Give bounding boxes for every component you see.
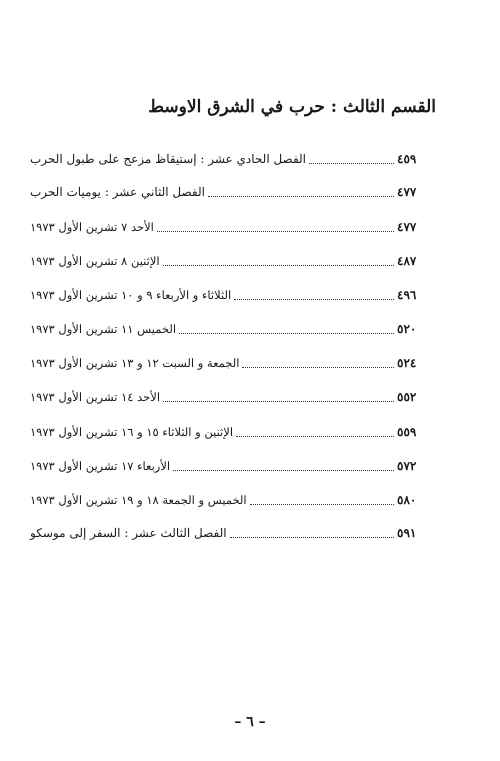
toc-entry-label: الخميس ١١ تشرين الأول ١٩٧٣ <box>30 322 177 336</box>
toc-entry-oct-18-19[interactable] <box>30 489 423 511</box>
toc-entry-page: ٤٩٦ <box>397 288 417 302</box>
dot-leader <box>234 299 394 300</box>
dot-leader <box>157 231 394 232</box>
toc-entry-oct-17[interactable] <box>30 455 423 477</box>
toc-entry-page: ٤٧٧ <box>397 185 417 199</box>
toc-entry-page: ٥٧٢ <box>397 459 417 473</box>
dot-leader <box>163 265 394 266</box>
toc-entry-page: ٤٥٩ <box>397 152 417 166</box>
toc-entry-page: ٥٨٠ <box>397 493 417 507</box>
toc-entry-oct-9-10[interactable] <box>30 284 423 306</box>
toc-entry-oct-15-16[interactable] <box>30 421 423 443</box>
toc-entry-label: الفصل الثالث عشر : السفر إلى موسكو <box>30 526 227 540</box>
toc-entry-label: الجمعة و السبت ١٢ و ١٣ تشرين الأول ١٩٧٣ <box>30 356 240 370</box>
toc-entry-label: الثلاثاء و الأربعاء ٩ و ١٠ تشرين الأول ١٩٧٣ <box>30 288 232 302</box>
toc-entry-oct-8[interactable] <box>30 250 423 272</box>
dot-leader <box>179 333 394 334</box>
table-of-contents <box>30 0 423 761</box>
toc-entry-page: ٥٢٠ <box>397 322 417 336</box>
dot-leader <box>208 196 394 197</box>
dot-leader <box>309 163 394 164</box>
toc-entry-page: ٥٩١ <box>397 526 417 540</box>
toc-entry-oct-12-13[interactable] <box>30 352 423 374</box>
page-number: – ٦ – <box>234 714 266 730</box>
toc-entry-page: ٥٢٤ <box>397 356 417 370</box>
toc-entry-oct-11[interactable] <box>30 318 423 340</box>
section-title: القسم الثالث : حرب في الشرق الاوسط <box>148 97 436 117</box>
dot-leader <box>173 470 394 471</box>
dot-leader <box>230 537 394 538</box>
toc-entry-oct-14[interactable] <box>30 386 423 408</box>
toc-entry-label: الأربعاء ١٧ تشرين الأول ١٩٧٣ <box>30 459 171 473</box>
toc-entry-label: الخميس و الجمعة ١٨ و ١٩ تشرين الأول ١٩٧٣ <box>30 493 247 507</box>
toc-entry-chapter-13[interactable] <box>30 522 423 544</box>
toc-entry-page: ٤٧٧ <box>397 220 417 234</box>
dot-leader <box>236 436 394 437</box>
toc-entry-label: الأحد ٧ تشرين الأول ١٩٧٣ <box>30 220 154 234</box>
toc-entry-chapter-12[interactable] <box>30 181 423 203</box>
toc-entry-label: الإثنين ٨ تشرين الأول ١٩٧٣ <box>30 254 160 268</box>
toc-entry-page: ٥٥٩ <box>397 425 417 439</box>
toc-entry-label: الإثنين و الثلاثاء ١٥ و ١٦ تشرين الأول ١٩٧٣ <box>30 425 234 439</box>
toc-entry-chapter-11[interactable] <box>30 148 423 170</box>
toc-entry-page: ٥٥٢ <box>397 390 417 404</box>
dot-leader <box>242 367 394 368</box>
dot-leader <box>163 401 394 402</box>
toc-entry-page: ٤٨٧ <box>397 254 417 268</box>
toc-entry-oct-7[interactable] <box>30 216 423 238</box>
toc-entry-label: الفصل الثاني عشر : يوميات الحرب <box>30 185 205 199</box>
toc-entry-label: الفصل الحادي عشر : إستيقاظ مزعج على طبول الحرب <box>30 152 307 166</box>
toc-entry-label: الأحد ١٤ تشرين الأول ١٩٧٣ <box>30 390 161 404</box>
dot-leader <box>250 504 394 505</box>
